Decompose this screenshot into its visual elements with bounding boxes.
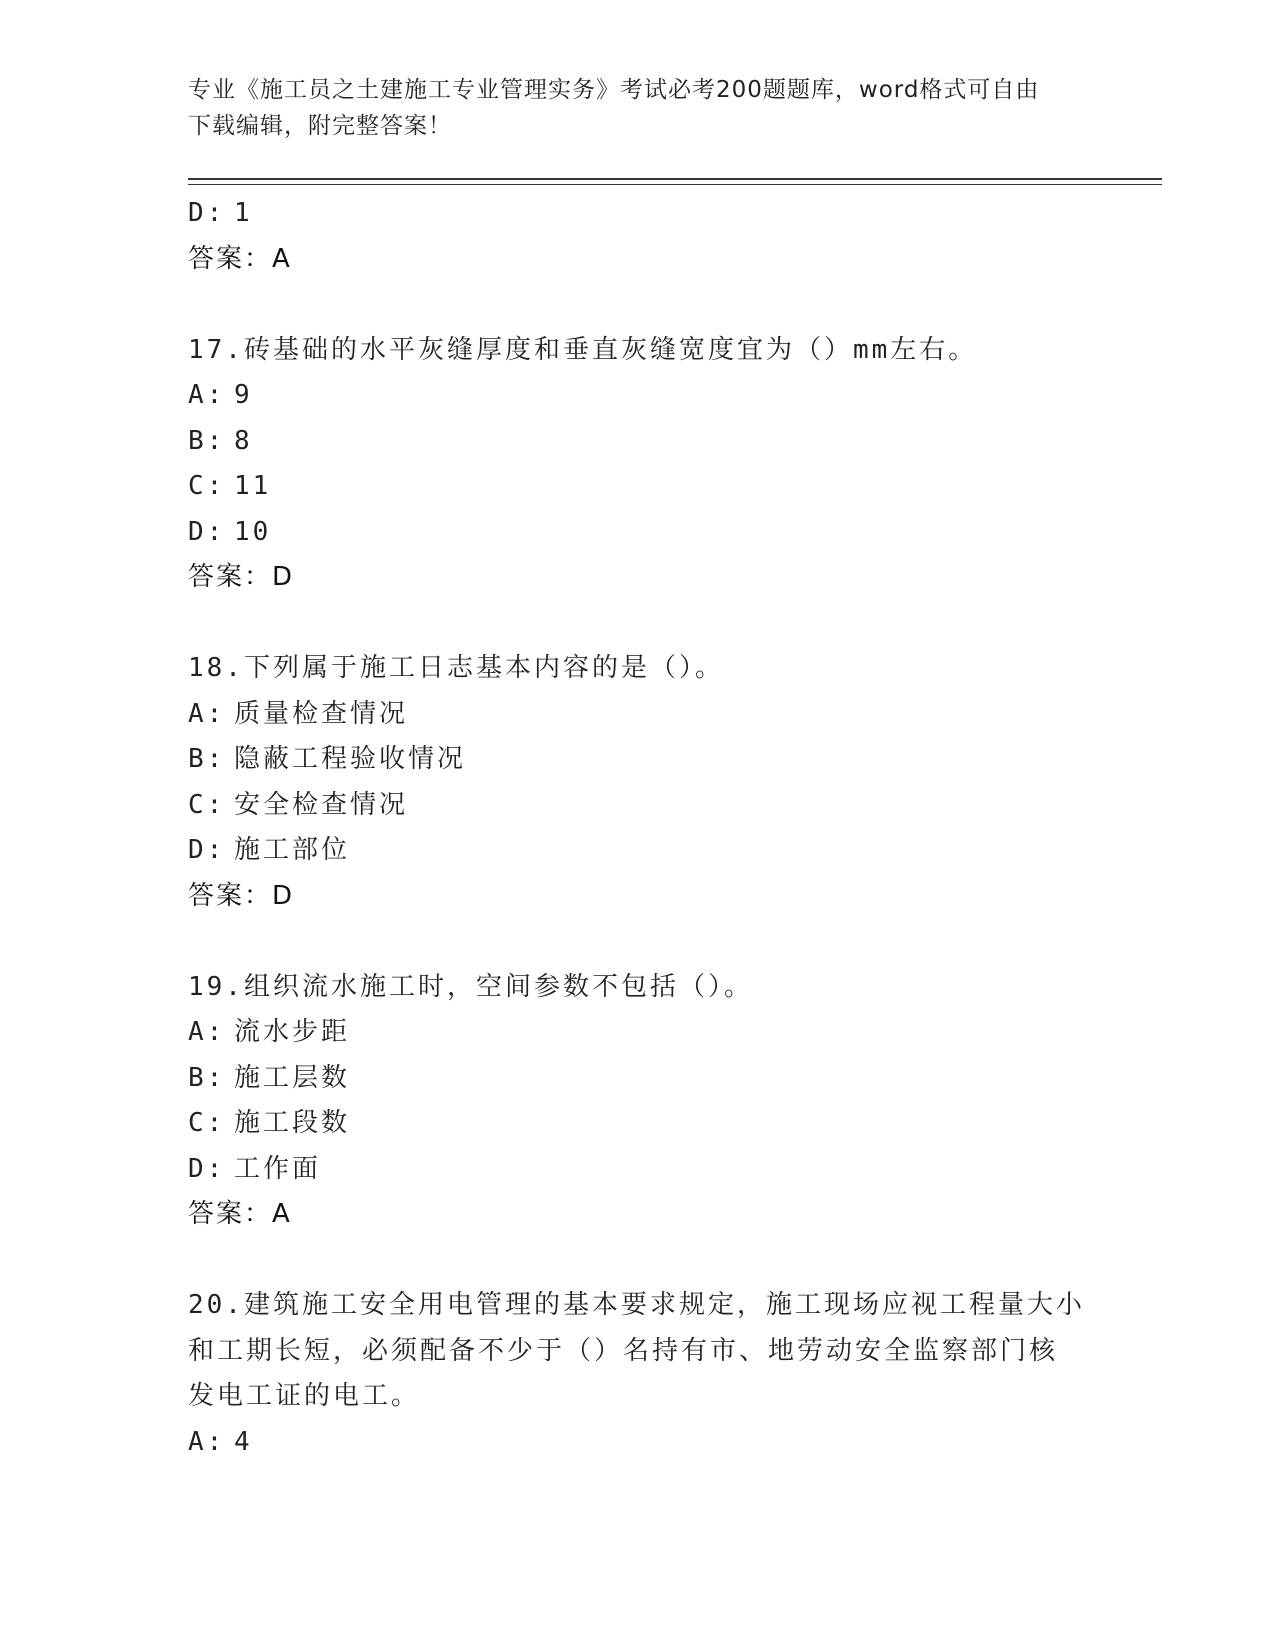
answer-line: 答案：D: [188, 880, 295, 911]
option-a: [188, 1010, 1088, 1056]
option-label: D:: [188, 516, 226, 547]
option-text: 11: [234, 471, 272, 501]
spacer: [188, 601, 1088, 647]
spacer: [188, 919, 1088, 965]
answer-line: 答案：A: [188, 243, 292, 274]
option-label: D:: [188, 835, 226, 865]
spacer: [188, 1238, 1088, 1284]
option-label: C:: [188, 789, 226, 820]
spacer: [188, 282, 1088, 328]
header-rule-thick: [188, 178, 1162, 180]
option-text: 质量检查情况: [234, 698, 409, 729]
option-text: 流水步距: [234, 1017, 351, 1047]
option-d: [188, 191, 1088, 237]
option-b: [188, 1056, 1088, 1102]
option-c: [188, 464, 1088, 510]
header-line-2: 下载编辑，附完整答案！: [188, 113, 452, 139]
option-label: B:: [188, 1062, 226, 1093]
option-label: C:: [188, 471, 226, 501]
option-label: D:: [188, 1153, 226, 1184]
option-text: 施工段数: [234, 1108, 351, 1138]
question-stem-20-line-3: 发电工证的电工。: [188, 1381, 421, 1411]
option-text: 工作面: [234, 1153, 322, 1184]
option-b: [188, 737, 1088, 783]
option-a: [188, 373, 1088, 419]
answer-line: 答案：D: [188, 562, 295, 592]
question-list: [188, 191, 1088, 1465]
option-text: 隐蔽工程验收情况: [234, 744, 467, 774]
question-stem-17: 17.砖基础的水平灰缝厚度和垂直灰缝宽度宜为（）mm左右。: [188, 334, 978, 365]
question-stem-20-line-2: 和工期长短，必须配备不少于（）名持有市、地劳动安全监察部门核: [188, 1335, 1059, 1366]
header-line-1: 专业《施工员之土建施工专业管理实务》考试必考200题题库，word格式可自由: [188, 77, 1040, 103]
option-label: A:: [188, 1426, 226, 1457]
option-label: C:: [188, 1108, 226, 1138]
question-stem-18: 18.下列属于施工日志基本内容的是（）。: [188, 653, 724, 683]
option-c: [188, 783, 1088, 829]
option-d: [188, 510, 1088, 556]
document-header: [188, 72, 1068, 144]
option-text: 4: [234, 1426, 253, 1457]
option-label: A:: [188, 698, 226, 729]
option-a: [188, 1420, 1088, 1466]
option-b: [188, 419, 1088, 465]
option-text: 8: [234, 425, 253, 456]
header-rule-thin: [188, 184, 1162, 185]
option-label: A:: [188, 1017, 226, 1047]
option-text: 安全检查情况: [234, 789, 409, 820]
question-stem-19: 19.组织流水施工时，空间参数不包括（）。: [188, 971, 753, 1002]
option-a: [188, 692, 1088, 738]
option-text: 10: [234, 516, 272, 547]
option-d: [188, 828, 1088, 874]
option-text: 施工层数: [234, 1062, 351, 1093]
option-c: [188, 1101, 1088, 1147]
option-text: 施工部位: [234, 835, 351, 865]
answer-line: 答案：A: [188, 1199, 292, 1229]
question-stem-20-line-1: 20.建筑施工安全用电管理的基本要求规定，施工现场应视工程量大小: [188, 1290, 1085, 1320]
option-label: B:: [188, 425, 226, 456]
option-label: A:: [188, 380, 226, 410]
option-label: D:: [188, 198, 226, 228]
option-label: B:: [188, 744, 226, 774]
option-text: 9: [234, 380, 253, 410]
option-text: 1: [234, 198, 253, 228]
option-d: [188, 1147, 1088, 1193]
